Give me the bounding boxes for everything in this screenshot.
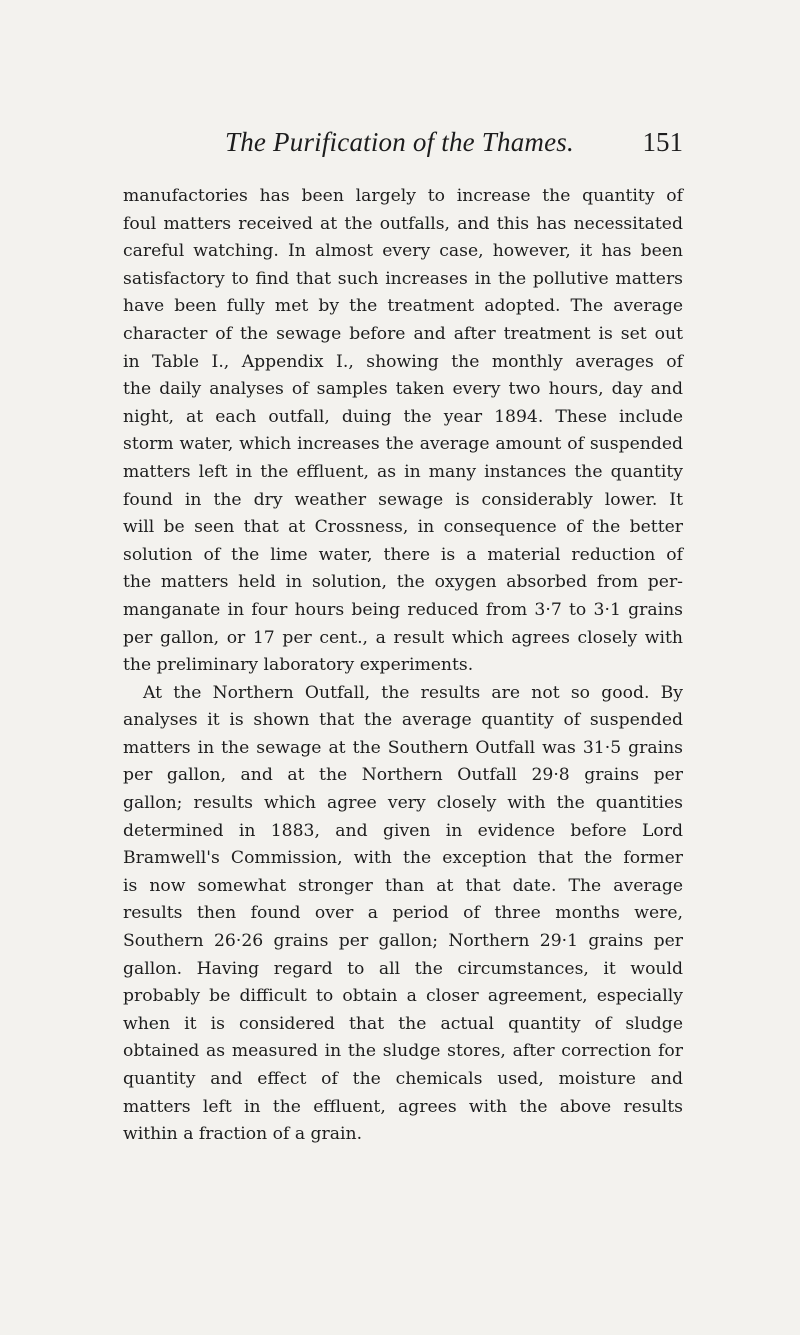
text-line: in Table I., Appendix I., showing the monthly averages of: [123, 351, 683, 372]
text-line: analyses it is shown that the average quantity of suspended: [123, 710, 683, 731]
text-line: found in the dry weather sewage is considerably lower. It: [123, 489, 683, 510]
running-title: The Purification of the Thames.: [225, 127, 574, 157]
text-line: gallon. Having regard to all the circumstances, it would: [123, 958, 683, 979]
text-line: storm water, which increases the average amount of suspended: [123, 434, 683, 455]
text-line: gallon; results which agree very closely with the quantities: [123, 793, 683, 814]
text-line: the daily analyses of samples taken every two hours, day and: [123, 379, 683, 400]
text-line: solution of the lime water, there is a material reduction of: [123, 544, 683, 565]
text-line: the matters held in solution, the oxygen absorbed from per-: [123, 572, 683, 593]
body-text: [123, 183, 683, 1149]
text-line: results then found over a period of three months were,: [123, 903, 683, 924]
text-line: obtained as measured in the sludge stores, after correction for: [123, 1041, 683, 1062]
text-line: have been fully met by the treatment adopted. The average: [123, 296, 683, 317]
page-header: [225, 127, 683, 163]
text-line: matters left in the effluent, as in many instances the quantity: [123, 461, 683, 482]
text-line: careful watching. In almost every case, however, it has been: [123, 241, 683, 262]
text-line: when it is considered that the actual quantity of sludge: [123, 1013, 683, 1034]
text-line: determined in 1883, and given in evidence before Lord: [123, 820, 683, 841]
text-line: night, at each outfall, duing the year 1894. These include: [123, 406, 683, 427]
text-line: quantity and effect of the chemicals used, moisture and: [123, 1069, 683, 1089]
text-line: At the Northern Outfall, the results are not so good. By: [143, 682, 683, 703]
text-line: is now somewhat stronger than at that date. The average: [123, 875, 683, 896]
text-line: per gallon, and at the Northern Outfall 29·8 grains per: [123, 765, 683, 786]
text-line: manufactories has been largely to increase the quantity of: [123, 186, 683, 206]
text-line: within a fraction of a grain.: [123, 1124, 363, 1145]
text-line: Bramwell's Commission, with the exception that the former: [123, 848, 683, 869]
text-line: per gallon, or 17 per cent., a result which agrees closely with: [123, 627, 683, 648]
text-line: will be seen that at Crossness, in consequence of the better: [123, 517, 683, 538]
text-line: matters in the sewage at the Southern Outfall was 31·5 grains: [123, 737, 683, 758]
paragraph-1: [123, 183, 683, 680]
text-line: character of the sewage before and after treatment is set out: [123, 323, 683, 344]
page-number: 151: [642, 127, 683, 157]
text-line: matters left in the effluent, agrees with the above results: [123, 1096, 683, 1117]
text-line: foul matters received at the outfalls, and this has necessitated: [123, 213, 683, 234]
text-line: satisfactory to find that such increases in the pollutive matters: [123, 268, 683, 289]
text-line: Southern 26·26 grains per gallon; Northern 29·1 grains per: [123, 931, 683, 952]
text-line: probably be difficult to obtain a closer agreement, especially: [123, 986, 683, 1007]
paragraph-2: [123, 680, 683, 1149]
text-line: manganate in four hours being reduced from 3·7 to 3·1 grains: [123, 599, 683, 620]
text-line: the preliminary laboratory experiments.: [123, 655, 474, 676]
